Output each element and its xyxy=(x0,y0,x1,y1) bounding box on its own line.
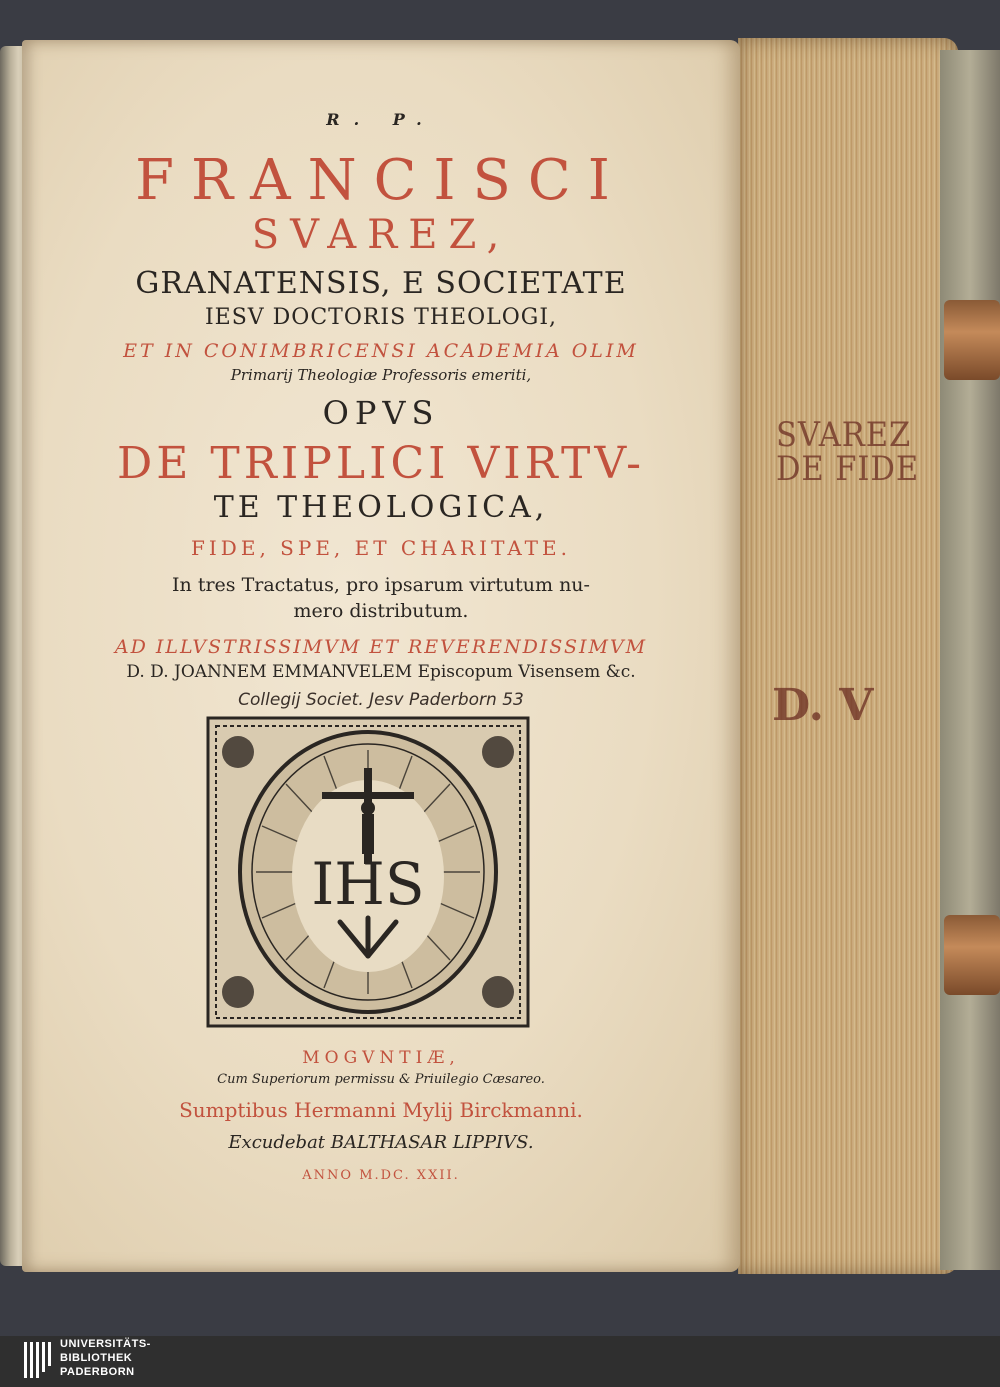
library-name-line-2: BIBLIOTHEK xyxy=(60,1352,133,1364)
page-fore-edge xyxy=(738,38,958,1274)
fore-edge-inscription: SVAREZ DE FIDE xyxy=(776,415,920,489)
book-cover xyxy=(940,50,1000,1270)
clasp-top xyxy=(944,300,1000,380)
ihs-letters: IHS xyxy=(311,850,425,918)
dedication-line-2: D. D. JOANNEM EMMANVELEM Episcopum Visensem &c. xyxy=(126,662,636,682)
imprint-publisher: Sumptibus Hermanni Mylij Birckmanni. xyxy=(179,1098,583,1122)
imprint-printer: Excudebat BALTHASAR LIPPIVS. xyxy=(228,1132,534,1153)
work-title-line-1: DE TRIPLICI VIRTV- xyxy=(117,438,645,489)
library-name-line-1: UNIVERSITÄTS- xyxy=(60,1338,151,1350)
clasp-bottom xyxy=(944,915,1000,995)
dedication-line-1: AD ILLVSTRISSIMVM ET REVERENDISSIMVM xyxy=(114,636,648,658)
work-title-line-2: TE THEOLOGICA, xyxy=(213,490,549,525)
ownership-inscription: Collegij Societ. Jesv Paderborn 53 xyxy=(238,690,524,710)
ihs-woodcut-emblem xyxy=(206,716,530,1028)
work-division-line-2: mero distributum. xyxy=(293,600,469,622)
author-order: IESV DOCTORIS THEOLOGI, xyxy=(204,305,558,330)
fore-edge-shelfmark: D. V xyxy=(772,680,874,731)
imprint-place: MOGVNTIÆ, xyxy=(302,1048,460,1068)
library-name-line-3: PADERBORN xyxy=(60,1366,135,1378)
imprint-privilege: Cum Superiorum permissu & Priuilegio Cæsareo. xyxy=(217,1072,545,1087)
author-first-name: FRANCISCI xyxy=(135,148,627,213)
title-rp: R. P. xyxy=(326,110,436,129)
library-logo-icon xyxy=(24,1340,54,1380)
author-surname: SVAREZ, xyxy=(251,212,511,258)
work-virtues: FIDE, SPE, ET CHARITATE. xyxy=(191,536,571,560)
author-academy: ET IN CONIMBRICENSI ACADEMIA OLIM xyxy=(123,340,639,362)
imprint-year: ANNO M.DC. XXII. xyxy=(302,1168,460,1183)
work-label: OPVS xyxy=(322,394,440,432)
author-origin: GRANATENSIS, E SOCIETATE xyxy=(135,266,627,301)
author-professorship: Primarij Theologiæ Professoris emeriti, xyxy=(230,366,532,384)
work-division-line-1: In tres Tractatus, pro ipsarum virtutum nu- xyxy=(172,574,590,596)
